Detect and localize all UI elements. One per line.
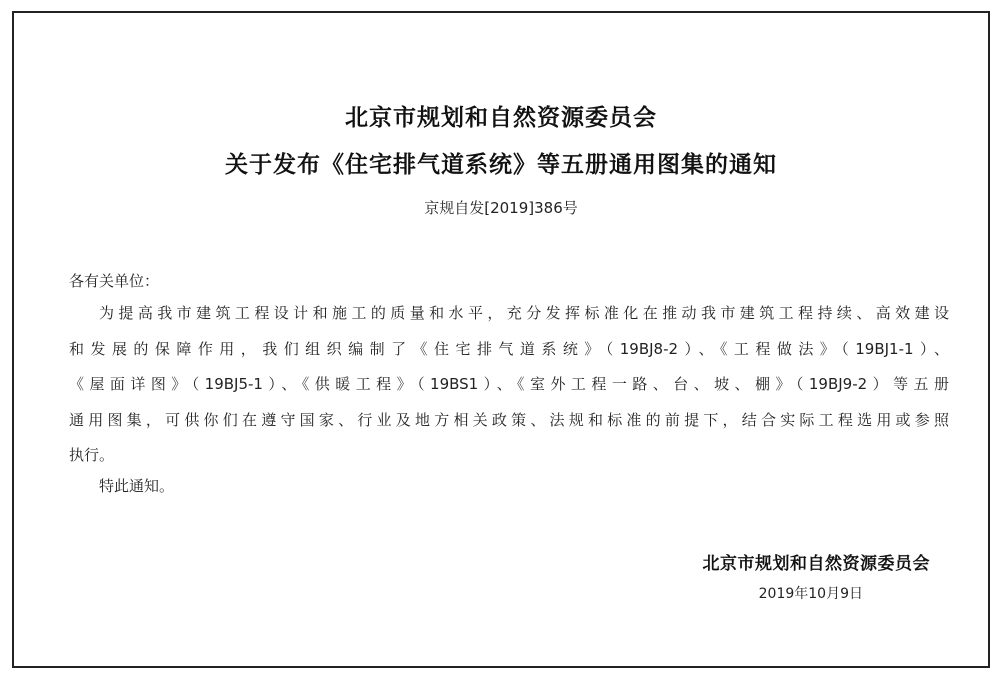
- notice-body: [69, 296, 949, 474]
- body-line: 为提高我市建筑工程设计和施工的质量和水平，充分发挥标准化在推动我市建筑工程持续、高效建设: [99, 304, 949, 322]
- document-number: 京规自发[2019]386号: [424, 199, 578, 217]
- body-line: 执行。: [69, 446, 115, 464]
- notice-title-line2: 关于发布《住宅排气道系统》等五册通用图集的通知: [225, 152, 777, 178]
- closing-remark: 特此通知。: [99, 477, 175, 495]
- notice-title-line1: 北京市规划和自然资源委员会: [345, 105, 657, 131]
- body-line: 通用图集，可供你们在遵守国家、行业及地方相关政策、法规和标准的前提下，结合实际工程选用或参照: [69, 410, 949, 429]
- body-line: 《屋面详图》（19BJ5-1）、《供暖工程》（19BS1）、《室外工程一路、台、坡、棚》（19BJ9-2）等五册: [69, 375, 949, 393]
- signature: 北京市规划和自然资源委员会: [702, 554, 930, 574]
- salutation: 各有关单位：: [69, 272, 160, 290]
- notice-frame: [12, 11, 990, 668]
- issue-date: 2019年10月9日: [758, 586, 863, 602]
- body-line: 和发展的保障作用，我们组织编制了《住宅排气道系统》（19BJ8-2）、《工程做法》（19BJ1-1）、: [69, 339, 949, 358]
